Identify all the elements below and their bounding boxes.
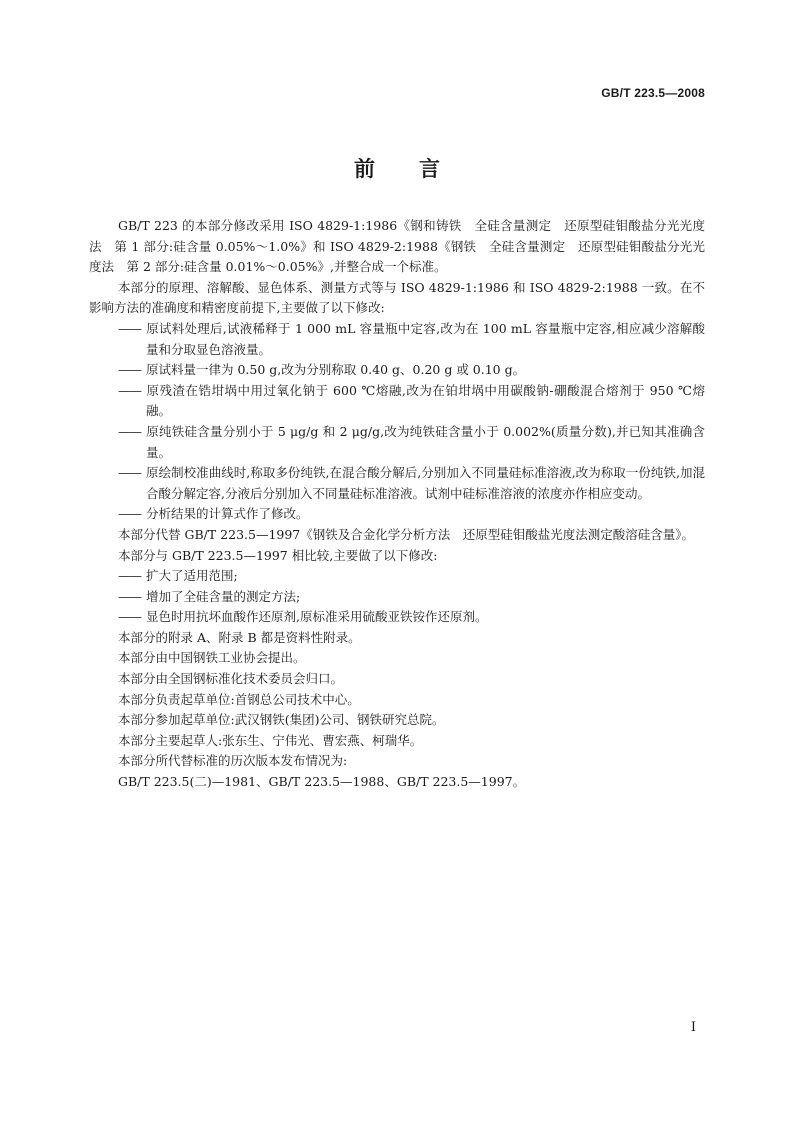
list-item-text: 显色时用抗坏血酸作还原剂,原标准采用硫酸亚铁铵作还原剂。 [146,609,488,625]
paragraph: 本部分主要起草人:张东生、宁伟光、曹宏燕、柯瑞华。 [118,732,423,748]
paragraph: 本部分的附录 A、附录 B 都是资料性附录。 [118,629,361,645]
list-item-text: 原残渣在锆坩埚中用过氧化钠于 600 ℃熔融,改为在铂坩埚中用碳酸钠-硼酸混合熔剂于 950 ℃熔融。 [146,382,705,419]
paragraph: 本部分所代替标准的历次版本发布情况为: [118,753,348,769]
paragraph: 本部分参加起草单位:武汉钢铁(集团)公司、钢铁研究总院。 [118,712,445,728]
page-title: 前言 [354,157,484,181]
paragraph: 本部分负责起草单位:首钢总公司技术中心。 [118,691,360,707]
standard-code: GB/T 223.5—2008 [601,86,705,100]
list-item-text: 原试料处理后,试液稀释于 1 000 mL 容量瓶中定容,改为在 100 mL 容量瓶中定容,相应减少溶解酸量和分取显色溶液量。 [146,320,705,357]
list-item-text: 原绘制校准曲线时,称取多份纯铁,在混合酸分解后,分别加入不同量硅标准溶液,改为称取一份纯铁,加混合酸分解定容,分液后分别加入不同量硅标准溶液。试剂中硅标准溶液的浓度亦作相应变动。 [146,465,705,501]
dash-marker: —— [118,362,141,378]
paragraph: GB/T 223 的本部分修改采用 ISO 4829-1:1986《钢和铸铁 全硅含量测定 还原型硅钼酸盐分光光度法 第 1 部分:硅含量 0.05%～1.0%》和 ISO 4829-2:1988《钢铁 全硅含量测定 还原型硅钼酸盐分光光度法 第 2 部分:硅含量 0.01%～0.05%》,并整合成一个标准。 [89,218,705,275]
document-body [89,216,705,793]
list-item-text: 增加了全硅含量的测定方法; [146,588,301,604]
page-number: I [690,1020,696,1035]
paragraph: 本部分代替 GB/T 223.5—1997《钢铁及合金化学分析方法 还原型硅钼酸盐光度法测定酸溶硅含量》。 [118,526,695,542]
dash-marker: —— [118,320,141,336]
dash-marker: —— [118,465,141,481]
paragraph: 本部分由全国钢标准化技术委员会归口。 [118,671,344,687]
dash-marker: —— [118,588,141,604]
list-item-text: 扩大了适用范围; [146,568,238,584]
list-item-text: 分析结果的计算式作了修改。 [146,506,309,522]
list-item [89,587,705,608]
list-item [89,319,705,360]
paragraph: 本部分的原理、溶解酸、显色体系、测量方式等与 ISO 4829-1:1986 和 ISO 4829-2:1988 一致。在不影响方法的准确度和精密度前提下,主要做了以下修改: [89,279,705,316]
list-item [89,566,705,587]
list-item [89,381,705,422]
dash-marker: —— [118,382,141,398]
list-item-text: 原纯铁硅含量分别小于 5 μg/g 和 2 μg/g,改为纯铁硅含量小于 0.002%(质量分数),并已知其准确含量。 [146,423,705,460]
list-item [89,360,705,381]
list-item [89,607,705,628]
list-item [89,504,705,525]
dash-marker: —— [118,609,141,625]
paragraph: 本部分由中国钢铁工业协会提出。 [118,650,306,666]
list-item [89,463,705,504]
dash-marker: —— [118,568,141,584]
paragraph: GB/T 223.5(二)—1981、GB/T 223.5—1988、GB/T 223.5—1997。 [118,774,526,790]
dash-marker: —— [118,506,141,522]
dash-marker: —— [118,423,141,439]
list-item [89,422,705,463]
list-item-text: 原试料量一律为 0.50 g,改为分别称取 0.40 g、0.20 g 或 0.10 g。 [146,362,526,378]
paragraph: 本部分与 GB/T 223.5—1997 相比较,主要做了以下修改: [118,547,438,563]
